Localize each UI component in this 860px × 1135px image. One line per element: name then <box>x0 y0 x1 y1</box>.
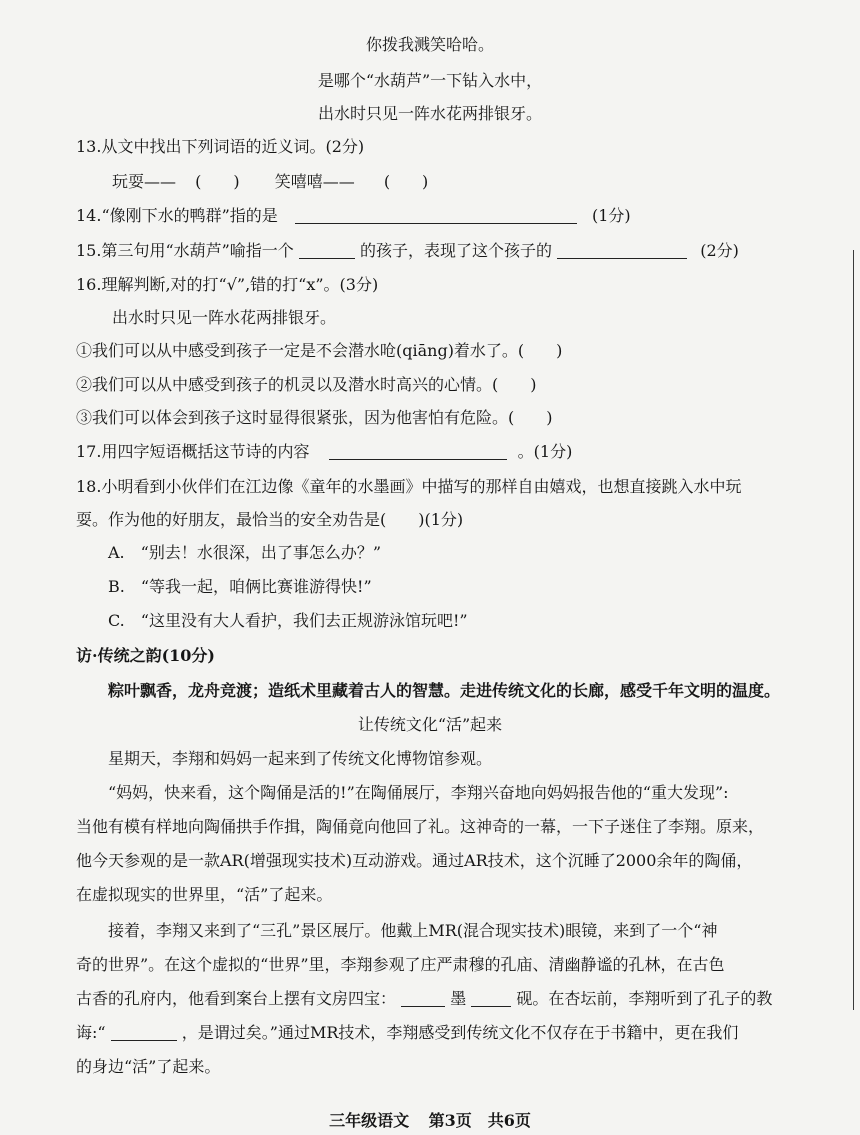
q14 <box>76 205 631 227</box>
q15-part1: 15.第三句用“水葫芦”喻指一个 <box>76 241 294 260</box>
passage-p2-line-4: 在虚拟现实的世界里，“活”了起来。 <box>76 885 333 904</box>
passage-p2-line-2: 当他有模有样地向陶俑拱手作揖，陶俑竟向他回了礼。这神奇的一幕，一下子迷住了李翔。原来， <box>76 817 765 836</box>
q15-blank-1[interactable] <box>299 242 355 259</box>
q18-line-2: 耍。作为他的好朋友，最恰当的安全劝告是( )(1分) <box>76 510 464 529</box>
q16-quote: 出水时只见一阵水花两排银牙。 <box>112 308 337 327</box>
q17-stem: 17.用四字短语概括这节诗的内容 <box>76 442 310 461</box>
q13-paren2: ( ) <box>383 172 429 191</box>
q15 <box>76 240 739 262</box>
q16-option-2: ②我们可以从中感受到孩子的机灵以及潜水时高兴的心情。( ) <box>76 375 537 394</box>
q16-option-3: ③我们可以体会到孩子这时显得很紧张，因为他害怕有危险。( ) <box>76 408 553 427</box>
poem-line-2: 是哪个“水葫芦”一下钻入水中， <box>317 71 543 90</box>
q13-item2: 笑嘻嘻—— <box>274 172 355 191</box>
passage-p3-line-2: 奇的世界”。在这个虚拟的“世界”里，李翔参观了庄严肃穆的孔庙、清幽静谧的孔林，在古色 <box>76 955 725 974</box>
passage-p3-line-3 <box>76 988 772 1010</box>
q17-answer-blank[interactable] <box>329 443 507 460</box>
q17 <box>76 441 572 463</box>
q13-paren1: ( ) <box>195 172 240 191</box>
q15-part2: 的孩子，表现了这个孩子的 <box>360 241 553 260</box>
q18-option-a: A. “别去！水很深，出了事怎么办？” <box>108 543 382 562</box>
passage-p3-line-4a: 诲:“ <box>76 1023 106 1042</box>
section-heading: 访·传统之韵(10分) <box>76 646 215 665</box>
q16-option-1: ①我们可以从中感受到孩子一定是不会潜水呛(qiāng)着水了。( ) <box>76 341 563 360</box>
passage-p3-line-1: 接着，李翔又来到了“三孔”景区展厅。他戴上MR(混合现实技术)眼镜，来到了一个“神 <box>108 921 718 940</box>
q14-stem: 14.“像刚下水的鸭群”指的是 <box>76 206 278 225</box>
poem-line-1: 你拨我溅笑哈哈。 <box>365 35 494 54</box>
q14-score: (1分) <box>592 206 631 225</box>
q13-item1: 玩耍—— <box>112 172 177 191</box>
fill-blank-ink[interactable] <box>401 990 445 1007</box>
q14-answer-blank[interactable] <box>295 207 577 224</box>
q18-line-1: 18.小明看到小伙伴们在江边像《童年的水墨画》中描写的那样自由嬉戏，也想直接跳入水中玩 <box>76 477 742 496</box>
q15-score: (2分) <box>700 241 739 260</box>
q15-blank-2[interactable] <box>557 242 687 259</box>
passage-p3-line-4b: ，是谓过矣。”通过MR技术，李翔感受到传统文化不仅存在于书籍中，更在我们 <box>181 1023 739 1042</box>
passage-p3-line-3a: 古香的孔府内，他看到案台上摆有文房四宝： <box>76 989 397 1008</box>
q16-stem: 16.理解判断,对的打“√”,错的打“x”。(3分) <box>76 275 379 294</box>
q18-option-c: C. “这里没有大人看护，我们去正规游泳馆玩吧!” <box>108 611 468 630</box>
fill-blank-inkstone[interactable] <box>471 990 511 1007</box>
passage-p2-line-3: 他今天参观的是一款AR(增强现实技术)互动游戏。通过AR技术，这个沉睡了2000余年的陶俑， <box>76 851 753 870</box>
q13-stem: 13.从文中找出下列词语的近义词。(2分) <box>76 137 365 156</box>
passage-p2-line-1: “妈妈，快来看，这个陶俑是活的!”在陶俑展厅，李翔兴奋地向妈妈报告他的“重大发现”: <box>108 783 729 802</box>
section-intro: 粽叶飘香，龙舟竞渡；造纸术里藏着古人的智慧。走进传统文化的长廊，感受千年文明的温度。 <box>108 681 781 700</box>
passage-p3-line-3c: 砚。在杏坛前，李翔听到了孔子的教 <box>516 989 773 1008</box>
passage-p3-line-4 <box>76 1022 738 1044</box>
footer-page-number: 第3页 共6页 <box>428 1111 531 1130</box>
passage-p3-line-3b: 墨 <box>450 989 467 1008</box>
passage-p3-line-5: 的身边“活”了起来。 <box>76 1057 221 1076</box>
margin-rule <box>853 250 855 1010</box>
fill-blank-confucius-quote[interactable] <box>111 1024 177 1041</box>
page-footer <box>0 1110 860 1132</box>
footer-subject: 三年级语文 <box>329 1111 410 1130</box>
passage-title: 让传统文化“活”起来 <box>357 715 503 734</box>
passage-p1: 星期天，李翔和妈妈一起来到了传统文化博物馆参观。 <box>108 749 493 768</box>
poem-line-3: 出水时只见一阵水花两排银牙。 <box>317 104 542 123</box>
q17-score: 。(1分) <box>517 442 573 461</box>
q18-option-b: B. “等我一起，咱俩比赛谁游得快!” <box>108 577 372 596</box>
q13-items <box>112 171 428 193</box>
